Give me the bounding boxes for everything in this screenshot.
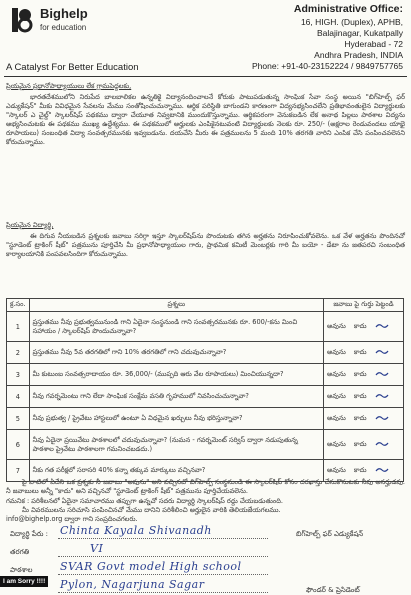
footer-note: గమనిక : పరిశీలనలో ఏదైనా సమాచారము తప్పుగా ఉన్నచో సదరు విద్యార్థి స్కాలర్‌షిప్ రద్దు చేయబడుతుంది.	[6, 497, 283, 505]
row-question: ప్రస్తుతము నీవు ప్రభుత్వమునుండి గాని ఏదైనా సంస్థనుండి గాని సంవత్సరమునకు రూ. 600/-కను మించి సహాయం / స్కాలర్‌షిప్ పొందుచున్నావా?	[29, 312, 323, 342]
bighelp-logo-icon	[10, 6, 34, 34]
tick-mark-icon	[375, 415, 389, 421]
table-row	[7, 364, 404, 386]
letterhead	[0, 0, 411, 78]
answer-no[interactable]: కాదు	[353, 439, 367, 448]
salutation: ప్రియమైన ప్రధానోపాధ్యాయులు లేక గ్రామపెద్దలకు,	[6, 82, 132, 90]
table-row	[7, 430, 404, 460]
student-name-label: విద్యార్థి పేరు :	[10, 530, 48, 538]
student-name-value[interactable]: Chinta Kayala Shivanadh	[60, 524, 212, 537]
answer-yes[interactable]: అవును	[327, 391, 346, 400]
student-name-line	[58, 538, 268, 539]
row-question: నీకు గత పరీక్షలో సరాసరి 40% కన్నా తక్కువ మార్కులు వచ్చినవా?	[29, 460, 323, 482]
row-number: 1	[7, 312, 30, 342]
office-line: Andhra Pradesh, INDIA	[314, 50, 403, 60]
row-number: 2	[7, 342, 30, 364]
answer-no[interactable]: కాదు	[353, 413, 367, 422]
school-label: పాఠశాల	[10, 566, 33, 574]
tick-mark-icon	[375, 323, 389, 329]
answer-cell[interactable]	[324, 364, 404, 386]
founder-signature-label: ఫౌండర్ & ప్రెసిడెంట్	[306, 586, 360, 594]
footer-thanks: మీ వివరములను సరిచూసి పంపించినచో మేము దానిని పరిశీలించి అర్హులైన వారికి తెలియజేయగలము.	[22, 506, 281, 514]
answer-no[interactable]: కాదు	[353, 391, 367, 400]
row-number: 4	[7, 386, 30, 408]
school-line	[58, 574, 268, 575]
answer-cell[interactable]	[324, 430, 404, 460]
col-answer: జవాబు పై గుర్తు పెట్టండి	[324, 299, 404, 312]
student-salutation: ప్రియమైన విద్యార్థి,	[6, 221, 54, 229]
tick-mark-icon	[375, 349, 389, 355]
table-header	[7, 299, 404, 312]
row-question: నీవు గవర్నమెంటు గాని లేదా సాంఘిక సంక్షేమ వసతి గృహములో నివసించుచున్నావా?	[29, 386, 323, 408]
answer-no[interactable]: కాదు	[353, 321, 367, 330]
answer-yes[interactable]: అవును	[327, 465, 346, 474]
header-divider	[4, 76, 407, 77]
brand-logo	[8, 4, 188, 54]
answer-no[interactable]: కాదు	[353, 347, 367, 356]
row-number: 6	[7, 430, 30, 460]
brand-sub: for education	[40, 23, 87, 32]
answer-yes[interactable]: అవును	[327, 321, 346, 330]
office-phone: Phone: +91-40-23152224 / 9849757765	[251, 61, 403, 71]
answer-cell[interactable]	[324, 408, 404, 430]
student-details	[6, 524, 406, 594]
tick-mark-icon	[375, 467, 389, 473]
col-question: ప్రశ్నలు	[29, 299, 323, 312]
place-line	[58, 592, 268, 593]
table-row	[7, 408, 404, 430]
row-question: మీ కుటుంబ సంవత్సరాదాయం రూ. 36,000/- (ముప్పది ఆరు వేల రూపాయలు) మించియున్నదా?	[29, 364, 323, 386]
school-place-value[interactable]: Pylon, Nagarjuna Sagar	[60, 578, 205, 591]
table-row	[7, 312, 404, 342]
answer-cell[interactable]	[324, 342, 404, 364]
letter-paragraph: భారతదేశములోని నిరుపేద బాలబాలికల ఉన్నతికై విద్యానందించాలనే కోరుకు పాటుపడుతున్న సాంఘిక సేవా సంస్థ అయిన "బిగ్‌హెల్ప్ ఫర్ ఎడ్యుకేషన్" మీకు వివిధమైన సేవలను మేము సంతోషించుచున్నాము. ఆర్థిక పరిస్థితి బాగుండని కారణంగా విద్యనభ్యసించలేని ప్రతిభావంతులైన విద్యార్థులకు "స్కాలర్ ఎ చైల్డ్" స్కాలర్‌షిప్ పథకము ద్వారా చేయూత నివ్వటానికి ముందుకొస్తున్నాము. ఆర్థికపరంగా వెనుకబడిన లేక అనాథ పిల్లలు పాఠశాల విద్యను అభ్యసించుటకు ఈ పథకము ముఖ్య ఉద్దేశ్యము. ఈ పథకములో అర్హులకు ఎంపికైనటువంటి విద్యార్థులకు నెలకు రూ. 250/- (అక్షరాల రెండువందలు యాభై రూపాయలు) సంబంధిత విద్యా సంవత్సరమునకు ఇవ్వబడును. దయచేసి మీరు ఈ పత్రములను 5 మంది 10% తరగతి వారిని ఎంపిక చేసి పంపించవలెనని కోరుచున్నాము.	[6, 93, 405, 147]
answer-cell[interactable]	[324, 312, 404, 342]
office-line: 16, HIGH. (Duplex), APHB,	[300, 17, 403, 27]
answer-yes[interactable]: అవును	[327, 439, 346, 448]
office-address	[228, 3, 403, 72]
class-value[interactable]: VI	[90, 542, 104, 555]
tick-mark-icon	[375, 441, 389, 447]
answer-no[interactable]: కాదు	[353, 369, 367, 378]
class-label: తరగతి	[10, 548, 30, 556]
apology-badge: I am Sorry !!!!	[0, 576, 48, 587]
row-question: ప్రస్తుతము నీవు 5వ తరగతిలో గాని 10% తరగతిలో గాని చదువుచున్నావా?	[29, 342, 323, 364]
table-row	[7, 342, 404, 364]
row-question: నీవు ఏదైనా ప్రయివేటు పాఠశాలలో చదువుచున్నావా? (నుమన - గవర్నమెంట్ సర్విస్ ద్వారా నడుపుతున్న పాఠశాల ప్రైవేటు పాఠశాలగా గమనించబడదు.)	[29, 430, 323, 460]
office-line: Balajinagar, Kukatpally	[316, 28, 403, 38]
answer-cell[interactable]	[324, 386, 404, 408]
org-signature-label: బిగ్‌హెల్ప్ ఫర్ ఎడ్యుకేషన్	[296, 530, 364, 538]
col-number: క్ర.సం.	[7, 299, 30, 312]
tagline: A Catalyst For Better Education	[6, 62, 139, 73]
answer-yes[interactable]: అవును	[327, 413, 346, 422]
table-row	[7, 386, 404, 408]
office-title: Administrative Office:	[293, 3, 403, 15]
answer-yes[interactable]: అవును	[327, 347, 346, 356]
student-paragraph: ఈ దిగువ నీయబడిన ప్రశ్నలకు జవాబు సరిగ్గా ఇస్తూ స్కాలర్‌షిప్‌ను పొందుటకు తగిన అర్హతను నిరూపించుకోవలెను. ఒక వేళ అర్హతను పొందినచో "స్టూడెంట్ ట్రాకింగ్ షీట్" పత్రమును పూర్తిచేసి మీ ప్రధానోపాధ్యాయుల గారు, ప్రాథమిక కమిటీ మెంబర్లకు గారి మీ బయో - డేటా ను జతపరచి సంబంధిత కార్యాలయానికి పంపవలసిందిగా కోరుచున్నాము.	[6, 232, 405, 259]
row-question: నీవు ప్రభుత్వ / ప్రైవేటు హాస్టలులో ఉంటూ ఏ విధమైన ఖర్చులు నీవు భరిస్తున్నావా?	[29, 408, 323, 430]
row-number: 5	[7, 408, 30, 430]
eligibility-table	[6, 298, 404, 482]
footer-email: info@bighelp.org ద్వారా గాని సంప్రదించగలరు.	[6, 515, 138, 523]
school-value[interactable]: SVAR Govt model High school	[60, 560, 242, 573]
brand-name: Bighelp	[40, 6, 88, 21]
class-line	[58, 556, 268, 557]
tick-mark-icon	[375, 393, 389, 399]
row-number: 7	[7, 460, 30, 482]
tick-mark-icon	[375, 371, 389, 377]
row-number: 3	[7, 364, 30, 386]
answer-yes[interactable]: అవును	[327, 369, 346, 378]
footer-paragraph: పై వాటిలో ఏదేని ఒక ప్రశ్నకు నీ జవాబు "అవును" అని వచ్చినచో బిగ్‌హెల్ప్ సంస్థనుండి ఈ స్కాలర్‌షిప్ కోసం దరఖాస్తు చేసుకొనుటకు నీవు అనర్హుడవు. నీ జవాబులు అన్నీ "కాదు" అని వచ్చినచో "స్టూడెంట్ ట్రాకింగ్ షీట్" పత్రమును పూర్తిచేయవలెను.	[6, 478, 405, 496]
answer-no[interactable]: కాదు	[353, 465, 367, 474]
office-line: Hyderabad - 72	[344, 39, 403, 49]
